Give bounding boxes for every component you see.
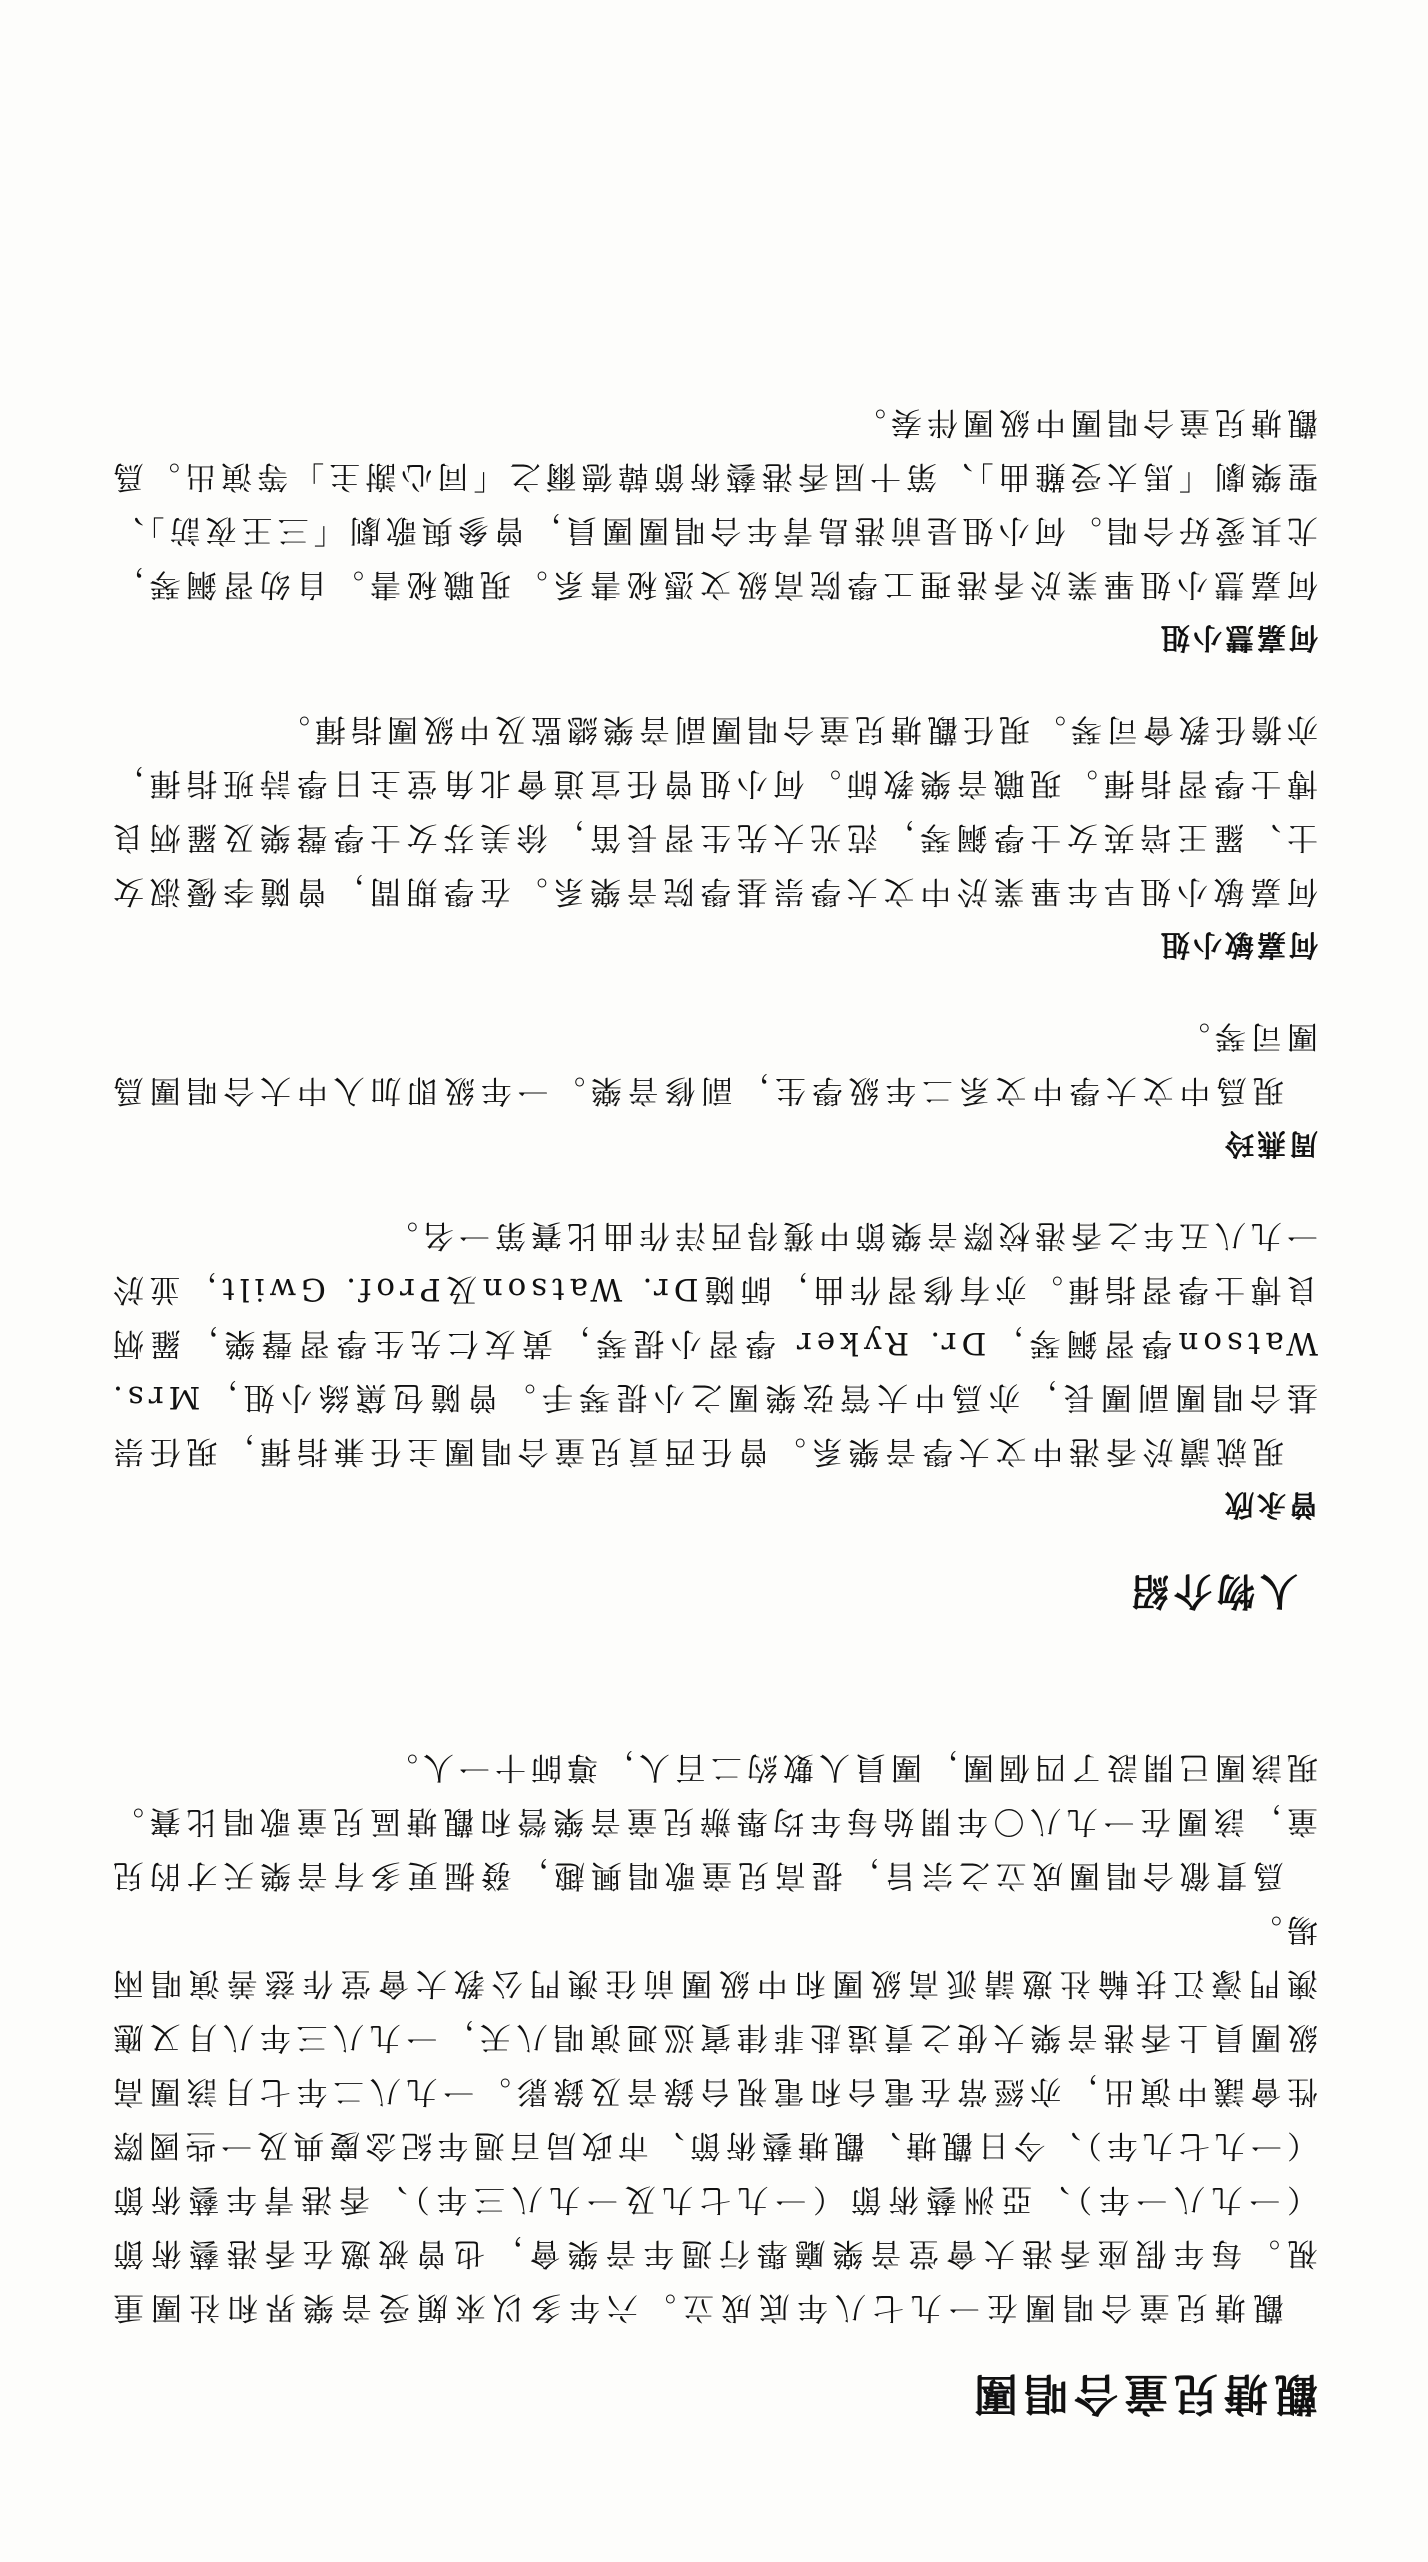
people-heading: 人物介紹 xyxy=(1125,1569,1298,1613)
page-title: 觀塘兒童合唱團 xyxy=(968,2368,1318,2419)
intro-paragraph-1: 觀塘兒童合唱團在一九七八年底成立。六年多以來頗受音樂界和社團重視。每年假座香港大會堂音樂廳舉行週年音樂會，也曾被邀在香港藝術節（一九八一年）、亞洲藝術節（一九七九及一九八三年）、香港青年藝術節（一九七九年）、今日觀塘、觀塘藝術節、市政局百週年紀念慶典及一些國際性會議中演出，亦經常在電台和電視台錄音及錄影。一九八二年七月該團高級團員上香港音樂大使之責遠赴菲律賓巡迴演唱八天，一九八三年八月又應澳門濠江扶輪社邀請派高級團和中級團前往澳門公教大會堂作慈善演唱兩場。 xyxy=(108,1911,1318,2325)
person-name: 周燕玲 xyxy=(1221,1127,1318,1161)
person-entry xyxy=(108,395,1318,660)
person-bio: 現爲中文大學中文系二年級學生，副修音樂。一年級即加入中大合唱團爲團司琴。 xyxy=(108,1018,1318,1108)
person-entry xyxy=(108,702,1318,967)
person-bio: 何嘉慧小姐畢業於香港理工學院高級文憑秘書系。現職秘書。自幼習鋼琴，尤其愛好合唱。何小姐是前港島青年合唱團團員，曾參與歌劇「三王夜訪」、聖樂劇「馬太受難曲」、第十屆香港藝術節韓德爾之「同心謝主」等演出。爲觀塘兒童合唱團中級團伴奏。 xyxy=(108,404,1318,602)
person-entry xyxy=(108,1009,1318,1166)
person-name: 何嘉慧小姐 xyxy=(1157,621,1318,655)
person-bio: 現就讀於香港中文大學音樂系。曾任西貢兒童合唱團主任兼指揮，現任崇基合唱團副團長，亦爲中大管弦樂團之小提琴手。曾隨包黛絲小姐，Mrs. Watson學習鋼琴，Dr. Ryker 學習小提琴，黃友仁先生學習聲樂，羅炳良博士學習指揮。亦有修習作曲，師隨Dr. Watson及Prof. Gwilt，並於一九八五年之香港校際音樂節中獲得西洋作曲比賽第一名。 xyxy=(108,1217,1318,1469)
person-name: 何嘉敏小姐 xyxy=(1157,928,1318,962)
intro-paragraph-2: 爲貫徹合唱團成立之宗旨，提高兒童歌唱興趣，發掘更多有音樂天才的兒童，該團在一九八〇年開始每年均舉辦兒童音樂營和觀塘區兒童歌唱比賽。現該團已開設了四個團，團員人數約二百人，導師十一人。 xyxy=(108,1749,1318,1893)
person-entry xyxy=(108,1208,1318,1527)
person-name: 曾永欣 xyxy=(1221,1488,1318,1522)
page-content xyxy=(108,395,1318,2430)
person-bio: 何嘉敏小姐早年畢業於中文大學崇基學院音樂系。在學期間，曾隨李優淑女士、羅王培英女士學鋼琴，范光大先生習長笛，徐美芬女士學聲樂及羅炳良博士學習指揮。現職音樂教師。何小姐曾任宣道會北角堂主日學詩班指揮，亦擔任教會司琴。現任觀塘兒童合唱團副音樂總監及中級團指揮。 xyxy=(108,711,1318,909)
